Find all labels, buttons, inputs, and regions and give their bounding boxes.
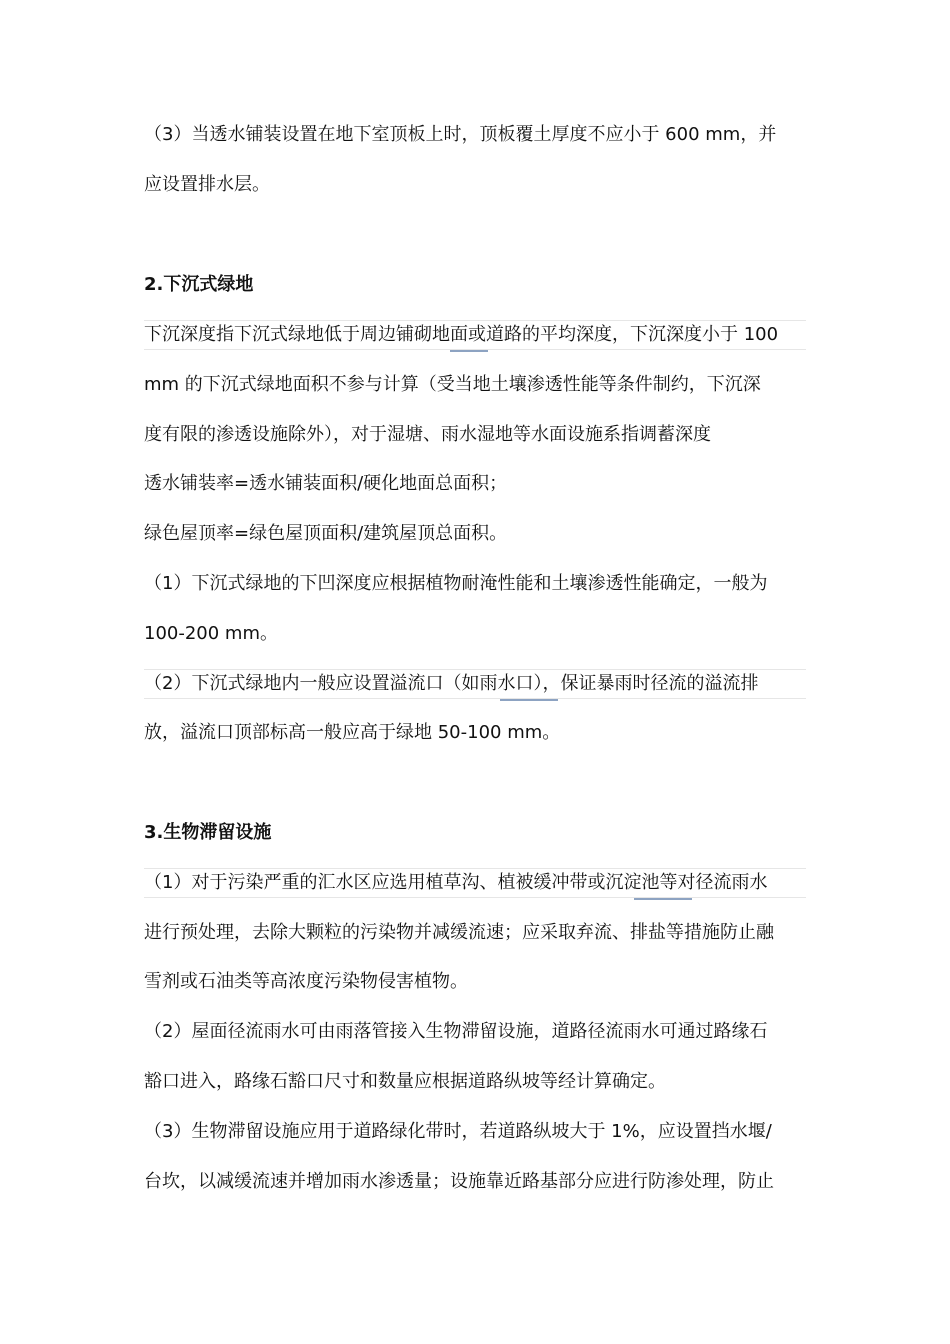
paragraph-line: （1）对于污染严重的汇水区应选用植草沟、植被缓冲带或沉淀池等对径流雨水 bbox=[144, 868, 806, 898]
paragraph-line: （1）下沉式绿地的下凹深度应根据植物耐淹性能和土壤渗透性能确定，一般为 bbox=[144, 573, 768, 594]
paragraph-line: （2）屋面径流雨水可由雨落管接入生物滞留设施，道路径流雨水可通过路缘石 bbox=[144, 1021, 768, 1042]
paragraph-line: 豁口进入，路缘石豁口尺寸和数量应根据道路纵坡等经计算确定。 bbox=[144, 1071, 666, 1092]
section-heading: 2.下沉式绿地 bbox=[144, 274, 254, 295]
formula-line: 绿色屋顶率=绿色屋顶面积/建筑屋顶总面积。 bbox=[144, 523, 508, 544]
paragraph-line: 进行预处理，去除大颗粒的污染物并减缓流速；应采取弃流、排盐等措施防止融 bbox=[144, 922, 774, 943]
formula-line: 透水铺装率=透水铺装面积/硬化地面总面积； bbox=[144, 473, 508, 494]
paragraph-line: （2）下沉式绿地内一般应设置溢流口（如雨水口），保证暴雨时径流的溢流排 bbox=[144, 669, 806, 699]
paragraph-line: 放，溢流口顶部标高一般应高于绿地 50-100 mm。 bbox=[144, 722, 561, 743]
paragraph-line: （3）当透水铺装设置在地下室顶板上时，顶板覆土厚度不应小于 600 mm，并 bbox=[144, 124, 777, 145]
paragraph-line: （3）生物滞留设施应用于道路绿化带时，若道路纵坡大于 1%，应设置挡水堰/ bbox=[144, 1121, 772, 1142]
paragraph-line: 100-200 mm。 bbox=[144, 623, 278, 644]
paragraph-line: 下沉深度指下沉式绿地低于周边铺砌地面或道路的平均深度，下沉深度小于 100 bbox=[144, 320, 806, 350]
underline-mark bbox=[500, 699, 558, 701]
paragraph-line: 度有限的渗透设施除外），对于湿塘、雨水湿地等水面设施系指调蓄深度 bbox=[144, 424, 711, 445]
section-heading: 3.生物滞留设施 bbox=[144, 822, 272, 843]
paragraph-line: 应设置排水层。 bbox=[144, 174, 270, 195]
paragraph-line: 雪剂或石油类等高浓度污染物侵害植物。 bbox=[144, 971, 468, 992]
underline-mark bbox=[450, 350, 488, 352]
paragraph-line: 台坎，以减缓流速并增加雨水渗透量；设施靠近路基部分应进行防渗处理，防止 bbox=[144, 1171, 774, 1192]
paragraph-line: mm 的下沉式绿地面积不参与计算（受当地土壤渗透性能等条件制约，下沉深 bbox=[144, 374, 761, 395]
underline-mark bbox=[634, 898, 692, 900]
